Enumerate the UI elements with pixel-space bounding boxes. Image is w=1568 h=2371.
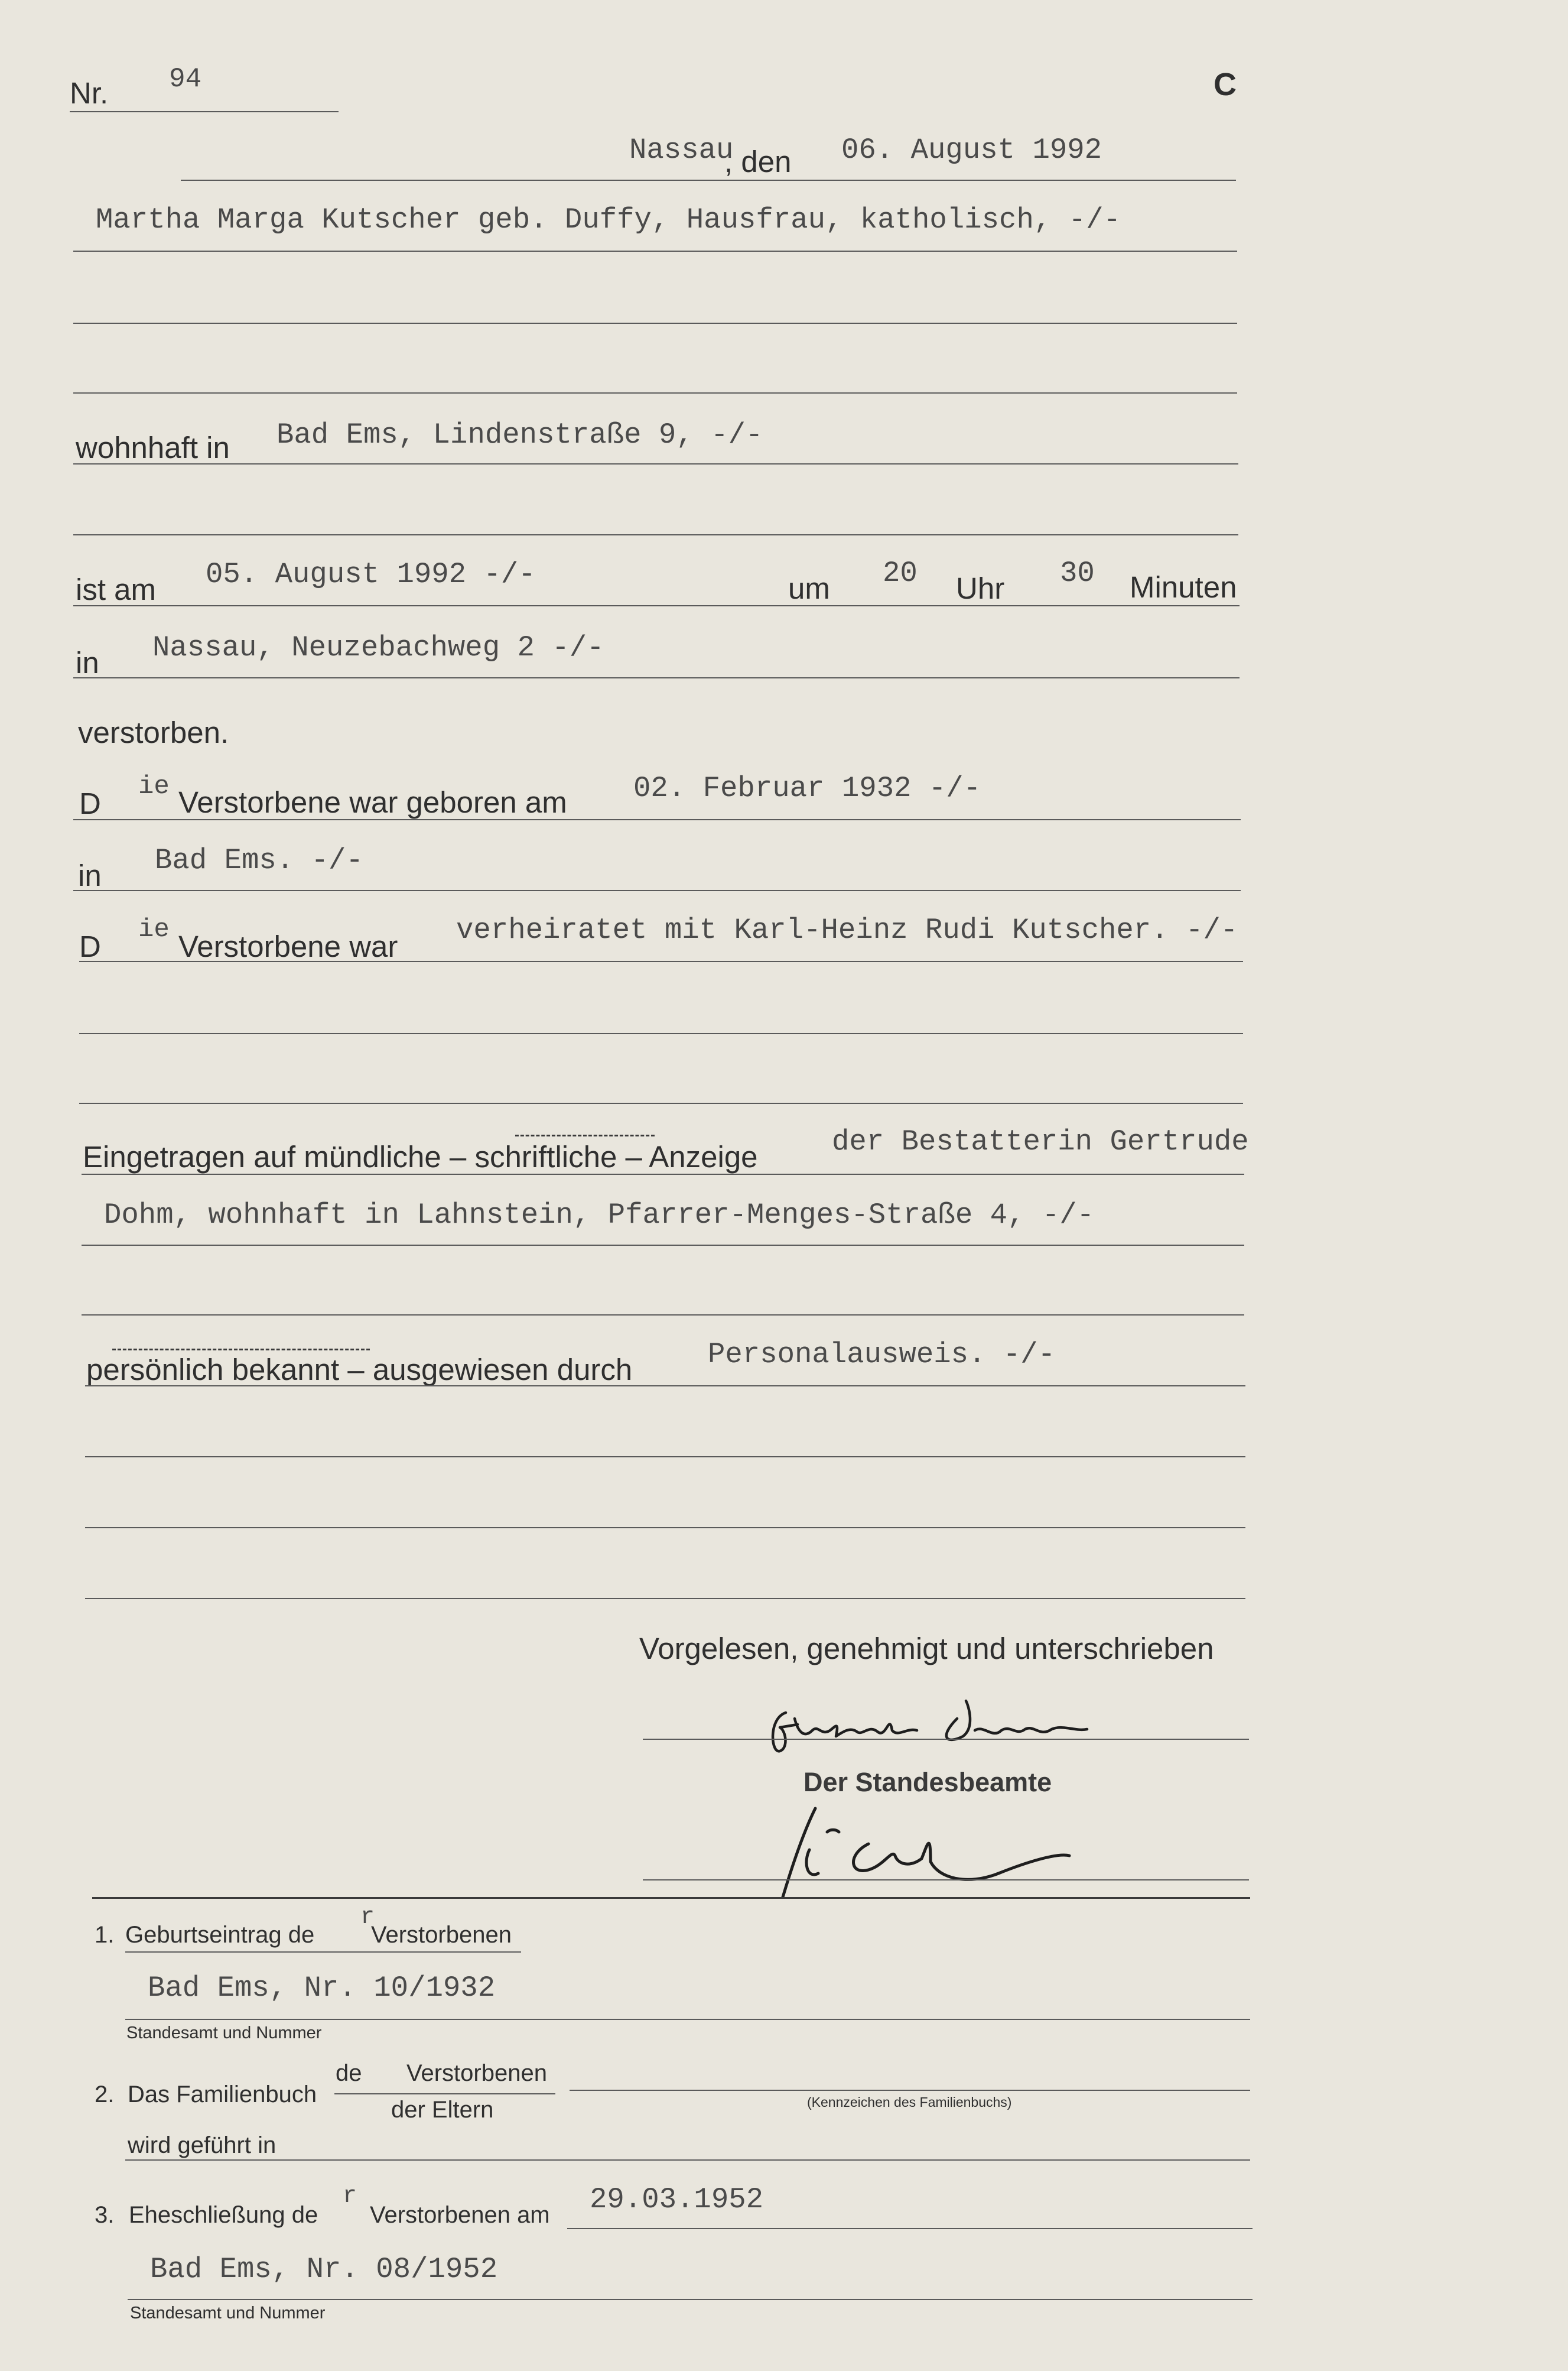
registrar-signature [780, 1797, 1075, 1903]
rule-6 [73, 534, 1238, 535]
fn1-value: Bad Ems, Nr. 10/1932 [148, 1971, 496, 2005]
status-ie-sup: ie [138, 915, 170, 944]
rule-2 [73, 251, 1237, 252]
corner-letter: C [1214, 67, 1237, 102]
declarant-signature [762, 1695, 1093, 1760]
birth-ie-sup: ie [138, 772, 170, 801]
rule-5 [73, 463, 1238, 465]
declarant-signature-line [643, 1739, 1249, 1740]
death-hour: 20 [883, 557, 918, 590]
rule-11 [79, 961, 1243, 962]
rule-18 [85, 1456, 1245, 1457]
registrar-label: Der Standesbeamte [803, 1767, 1052, 1797]
header-date: 06. August 1992 [841, 134, 1102, 167]
um-label: um [788, 571, 830, 605]
status-d-label: D [79, 930, 101, 963]
fn1-label-line [125, 1951, 521, 1953]
rule-14 [82, 1174, 1244, 1175]
minuten-label: Minuten [1130, 570, 1237, 604]
rule-3 [73, 323, 1237, 324]
footer-divider [92, 1897, 1250, 1899]
rule-17 [85, 1385, 1245, 1386]
residence-value: Bad Ems, Lindenstraße 9, -/- [276, 418, 763, 452]
fn3-date-line [567, 2228, 1253, 2229]
death-date: 05. August 1992 -/- [206, 558, 536, 591]
rule-7 [73, 605, 1240, 606]
fn3-num: 3. [95, 2202, 115, 2228]
rule-8 [73, 677, 1240, 678]
fn3-label: Eheschließung de [129, 2202, 318, 2228]
birth-in-label: in [78, 859, 102, 892]
birth-date: 02. Februar 1932 -/- [633, 772, 981, 805]
fn3-sup: r [343, 2183, 357, 2210]
death-place: Nassau, Neuzebachweg 2 -/- [152, 631, 604, 664]
fn1-label: Geburtseintrag de [125, 1922, 315, 1948]
den-label: , den [724, 145, 792, 178]
fn3-value-line [128, 2299, 1253, 2300]
fn2-num: 2. [95, 2081, 115, 2107]
strike-schriftliche [515, 1135, 655, 1136]
registrar-signature-line [643, 1879, 1249, 1880]
fn1-num: 1. [95, 1922, 115, 1948]
nr-value: 94 [169, 64, 202, 95]
nr-underline [70, 111, 339, 112]
declarant-line: Martha Marga Kutscher geb. Duffy, Hausfrau, katholisch, -/- [96, 203, 1121, 236]
identification-value: Personalausweis. -/- [708, 1338, 1056, 1371]
fn1-label2: Verstorbenen [371, 1922, 512, 1948]
birth-d-label: D [79, 787, 101, 820]
registration-value-2: Dohm, wohnhaft in Lahnstein, Pfarrer-Menges-Straße 4, -/- [104, 1199, 1095, 1232]
wohnhaft-label: wohnhaft in [76, 431, 230, 465]
death-minutes: 30 [1060, 557, 1095, 590]
rule-4 [73, 392, 1237, 394]
rule-16 [82, 1314, 1244, 1316]
uhr-label: Uhr [956, 571, 1005, 605]
rule-13 [79, 1103, 1243, 1104]
fn3-label2: Verstorbenen am [370, 2202, 550, 2228]
fn1-caption: Standesamt und Nummer [126, 2024, 322, 2042]
fn3-caption: Standesamt und Nummer [130, 2304, 326, 2323]
rule-12 [79, 1033, 1243, 1034]
status-war-label: Verstorbene war [178, 930, 398, 963]
fn2-bracket-line [334, 2093, 555, 2094]
rule-19 [85, 1527, 1245, 1528]
identification-label: persönlich bekannt – ausgewiesen durch [86, 1353, 633, 1386]
fn1-sup: r [360, 1904, 375, 1931]
header-date-line [181, 180, 1236, 181]
birth-place: Bad Ems. -/- [155, 844, 363, 877]
fn3-value: Bad Ems, Nr. 08/1952 [150, 2253, 498, 2286]
rule-10 [73, 890, 1241, 891]
rule-15 [82, 1245, 1244, 1246]
nr-label: Nr. [70, 76, 109, 110]
rule-9 [73, 819, 1241, 820]
rule-20 [85, 1598, 1245, 1599]
marital-status-value: verheiratet mit Karl-Heinz Rudi Kutscher. -/- [456, 914, 1238, 947]
geboren-label: Verstorbene war geboren am [178, 785, 567, 819]
fn2-label: Das Familienbuch [128, 2081, 317, 2107]
fn2-opt2: der Eltern [391, 2097, 494, 2123]
fn2-de: de [336, 2060, 362, 2086]
ist-am-label: ist am [76, 573, 157, 606]
read-approved-label: Vorgelesen, genehmigt und unterschrieben [639, 1632, 1214, 1665]
fn2-caption: (Kennzeichen des Familienbuchs) [807, 2094, 1012, 2110]
strike-persoenlich [112, 1349, 370, 1350]
fn3-date: 29.03.1952 [590, 2183, 764, 2216]
registration-label: Eingetragen auf mündliche – schriftliche – Anzeige [83, 1140, 758, 1174]
fn2-value-line-2 [125, 2159, 1250, 2161]
fn2-value-line [570, 2090, 1250, 2091]
fn2-opt1: Verstorbenen [406, 2060, 547, 2086]
fn2-label2: wird geführt in [128, 2132, 276, 2158]
verstorben-label: verstorben. [78, 716, 229, 749]
death-in-label: in [76, 646, 99, 680]
registration-value-1: der Bestatterin Gertrude [832, 1125, 1249, 1158]
place: Nassau [629, 134, 734, 167]
fn1-value-line [125, 2019, 1250, 2020]
